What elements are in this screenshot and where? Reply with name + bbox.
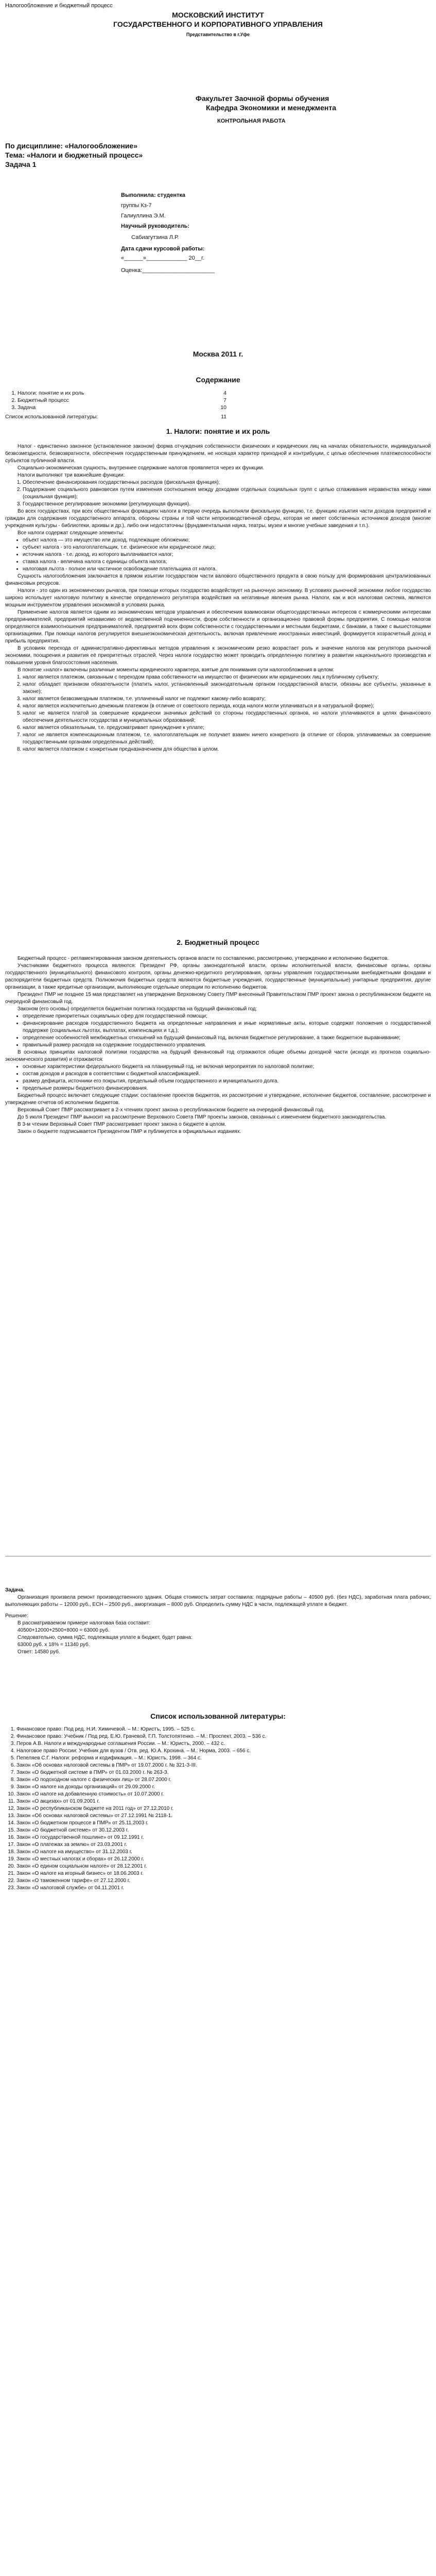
task-label: Задача 1: [5, 160, 37, 168]
paragraph: Бюджетный процесс включает следующие стадии: составление проектов бюджетов, их рассмотрение и утверждение, исполнение бюджетов, составление, рассмотрение и утверждение отчетов об исполнении бюджетов.: [5, 1093, 431, 1106]
reference-item: 18. Закон «О налоге на имущество» от 31.12.2003 г.: [16, 1849, 431, 1855]
section-2-body: [5, 955, 431, 1136]
paragraph: В 3-м чтении Верховный Совет ПМР рассматривает проект закона о бюджете в целом.: [18, 1122, 226, 1127]
reference-item: 14. Закон «О бюджетном процессе в ПМР» от 25.11.2003 г.: [16, 1820, 431, 1826]
list-item: • источник налога - т.е. доход, из которого выплачивается налог;: [23, 551, 431, 558]
paragraph: Законом (его основы) определяется бюджетная политика государства на будущий финансовый год:: [18, 1006, 257, 1012]
reference-item: 6. Закон «Об основах налоговой системы в ПМР» от 19.07.2000 г. № 321-З-III.: [16, 1762, 431, 1769]
faculty-line: Факультет Заочной формы обучения: [196, 94, 329, 103]
header-topline: Налогообложение и бюджетный процесс: [5, 3, 113, 9]
reference-item: 15. Закон «О бюджетной системе» от 30.12.2003 г.: [16, 1827, 431, 1834]
topic-line: Тема: «Налоги и бюджетный процесс»: [5, 151, 143, 159]
reference-item: 8. Закон «О подоходном налоге с физических лиц» от 28.07.2000 г.: [16, 1776, 431, 1783]
list-item: • предельные размеры бюджетного финансирования.: [23, 1085, 431, 1092]
institute-name-1: МОСКОВСКИЙ ИНСТИТУТ: [172, 11, 264, 19]
paragraph: Бюджетный процесс - регламентированная законом деятельность органов власти по составлению, рассмотрению, утверждению и исполнению бюджетов.: [18, 956, 389, 961]
institute-name-2: ГОСУДАРСТВЕННОГО И КОРПОРАТИВНОГО УПРАВЛЕНИЯ: [113, 20, 323, 28]
toc-page-number: 4: [223, 390, 226, 396]
list-item: • основные характеристики федерального бюджета на планируемый год, не включая мероприятия по налоговой политике;: [23, 1063, 431, 1071]
paragraph: В рассматриваемом примере налоговая база составит:: [18, 1620, 151, 1626]
list-item: 3. Государственное регулирование экономики (регулирующая функция).: [23, 501, 431, 508]
list-item: 6. налог является обязательным, т.е. предусматривает принуждение к уплате;: [23, 724, 431, 732]
reference-item: 22. Закон «О таможенном тарифе» от 27.12.2000 г.: [16, 1877, 431, 1884]
list-item: 3. налог является безвозмездным платежом, т.е. уплаченный налог не подлежит какому-либо возврату;: [23, 696, 431, 703]
list-item: • размер дефицита, источники его покрытия, предельный объем государственного и муниципального долга.: [23, 1078, 431, 1085]
paragraph: Верховный Совет ПМР рассматривает в 2-х чтениях проект закона о республиканском бюджете на очередной финансовый год.: [18, 1107, 324, 1113]
formula: 63000 руб. х 18% = 11340 руб.: [18, 1642, 90, 1648]
budget-characteristics-list: [5, 1063, 431, 1092]
reference-item: 12. Закон «О республиканском бюджете на 2011 год» от 27.12.2010 г.: [16, 1805, 431, 1812]
list-item: 2. Поддержание социального равновесия путем изменения соотношения между доходами отдельных социальных групп с целью сглаживания неравенства между ними (социальная функция);: [23, 486, 431, 501]
paragraph: Организация произвела ремонт производственного здания. Общая стоимость затрат составила: подрядные работы – 40500 руб. (без НДС), заработная плата рабочих, выполняющих работы – 12000 руб., ЕСН – 2500 руб., амортизация – 8000 руб. Определить сумму НДС в части, подлежащей уплате в бюджет.: [5, 1595, 431, 1607]
reference-item: 7. Закон «О бюджетной системе в ПМР» от 01.03.2000 г. № 263-З.: [16, 1769, 431, 1776]
list-item: • налоговая льгота - полное или частичное освобождение плательщика от налога.: [23, 566, 431, 573]
section-1-body: [5, 443, 431, 753]
toc-page-number: 10: [220, 404, 226, 411]
toc-item[interactable]: 2. Бюджетный процесс 7: [18, 397, 226, 404]
paragraph: Закон о бюджете подписывается Президентом ПМР и публикуется в официальных изданиях.: [18, 1129, 241, 1134]
paragraph: В основных принципах налоговой политики государства на будущий финансовый год отражаются общие объемы доходной части (исходя из прогноза социально-экономического развития) и отражаются:: [5, 1049, 431, 1062]
paragraph: Участниками бюджетного процесса являются: Президент РФ, органы законодательной власти, органы исполнительной власти, финансовые органы, органы государственного (муниципального) финансового контроля, органы денежно-кредитного регулирования, органы управления государственными внебюджетными фондами и распорядители бюджетных средств. Полномочия бюджетных средств являются бюджетные учреждения, государственные (муниципальные) унитарные предприятия, другие организации, а также кредитные организации, выполняющие отдельные операции по исполнению бюджетов.: [5, 963, 431, 990]
student-name: Галиуллина Э.М.: [121, 213, 166, 219]
grade-blank: Оценка:_______________________: [121, 267, 215, 274]
task-title: Задача.: [5, 1587, 25, 1593]
list-item: 5. налог не является платой за совершение юридически значимых действий со стороны государственных органов, но налоги уплачиваются в целях финансового обеспечения деятельности государства и муниципальных образований;: [23, 710, 431, 724]
paragraph: До 5 июля Президент ПМР выносит на рассмотрение Верховного Совета ПМР проекты законов, связанных с изменением бюджетного законодательства.: [18, 1114, 387, 1120]
branch-name: Представительство в г.Уфе: [186, 32, 250, 37]
reference-item: 21. Закон «О налоге на игорный бизнес» от 18.06.2003 г.: [16, 1870, 431, 1877]
supervisor-name: Сабиагутзина Л.Р.: [131, 234, 179, 241]
discipline-line: По дисциплине: «Налогообложение»: [5, 142, 137, 150]
list-item: • определение приоритетных социальных сфер для государственной помощи;: [23, 1013, 431, 1020]
contents-title: Содержание: [196, 376, 240, 384]
toc-item[interactable]: 3. Задача 10: [18, 404, 226, 411]
reference-item: 17. Закон «О платежах за землю» от 23.03.2001 г.: [16, 1841, 431, 1848]
paragraph: В понятие «налог» включены различные моменты юридического характера, взятые для понимания сути налогообложения в целом:: [18, 667, 335, 673]
reference-item: 5. Пепеляев С.Г. Налоги: реформа и кодификация. – М.: Юристъ, 1998. – 364 с.: [16, 1755, 431, 1761]
references-list: [5, 1726, 431, 1892]
list-item: 4. налог является исключительно денежным платежом (в отличие от советского периода, когда налоги могли уплачиваться и в натуральной форме);: [23, 703, 431, 710]
reference-item: 23. Закон «О налоговой службе» от 04.11.2001 г.: [16, 1885, 431, 1891]
city-year: Москва 2011 г.: [193, 350, 243, 358]
list-item: 1. налог является платежом, связанным с переходом права собственности на имущество от физических или юридических лиц к публичному субъекту;: [23, 674, 431, 681]
budget-policy-list: [5, 1013, 431, 1049]
paragraph: Налог - единственно законное (установленное законом) форма отчуждения собственности физических и юридических лиц на началах обязательности, индивидуальной безвозмездности, безвозвратности, обеспечения государственным принуждением, не носящая характер приходной и контрибуции, с целью обеспечения платежеспособности субъектов публичной власти.: [5, 444, 431, 464]
list-item: • определение особенностей межбюджетных отношений на будущий финансовый год, включая бюджетное регулирование, а также бюджетное выравнивание;: [23, 1035, 431, 1042]
reference-item: 9. Закон «О налоге на доходы организаций» от 29.09.2000 г.: [16, 1784, 431, 1790]
list-item: 8. налог является платежом с конкретным предназначением для общества в целом.: [23, 746, 431, 753]
submission-date-label: Дата сдачи курсовой работы:: [121, 246, 205, 252]
answer: Ответ: 14580 руб.: [18, 1649, 60, 1655]
reference-item: 1. Финансовое право: Под ред. Н.И. Химичевой. – М.: Юристъ, 1995. – 525 с.: [16, 1726, 431, 1733]
reference-item: 16. Закон «О государственной пошлине» от 09.12.1991 г.: [16, 1834, 431, 1841]
department-line: Кафедра Экономики и менеджмента: [206, 104, 337, 112]
paragraph: Социально-экономическая сущность, внутреннее содержание налогов проявляется через их функции.: [18, 465, 265, 471]
toc-page-number: 11: [221, 414, 226, 420]
solution-label: Решение:: [5, 1613, 28, 1619]
reference-item: 10. Закон «О налоге на добавленную стоимость» от 10.07.2000 г.: [16, 1791, 431, 1798]
paragraph: Следовательно, сумма НДС, подлежащая уплате в бюджет, будет равна:: [18, 1635, 193, 1640]
list-item: • субъект налога - это налогоплательщик, т.е. физическое или юридическое лицо;: [23, 544, 431, 551]
reference-item: 20. Закон «О едином социальном налоге» от 28.12.2001 г.: [16, 1863, 431, 1870]
elements-list: [5, 537, 431, 573]
group-label: группы Кз-7: [121, 202, 152, 209]
paragraph: Применение налогов является одним из экономических методов управления и обеспечения взаимосвязи общегосударственных интересов с коммерческими интересами предпринимателей, предприятий независимо от ведомственной подчиненности, форм собственности и организационно правовой формы предприятия. С помощью налогов определяются взаимоотношения предпринимателей, предприятий всех форм собственности с государственными и местными бюджетами, с банками, а также с вышестоящими организациями. При помощи налогов регулируется внешнеэкономическая деятельность, включая привлечение иностранных инвестиций, формируется хозрасчетный доход и прибыль предприятия.: [5, 609, 431, 644]
tax-features-list: [5, 674, 431, 753]
reference-item: 13. Закон «Об основах налоговой системы» от 27.12.1991 № 2118-1.: [16, 1812, 431, 1819]
reference-item: 4. Налоговое право России: Учебник для вузов / Отв. ред. Ю.А. Крохина. – М.: Норма, 2003. – 656 с.: [16, 1748, 431, 1754]
paragraph: Налоги выполняют три важнейшие функции:: [18, 472, 125, 478]
reference-item: 11. Закон «О акцизах» от 01.09.2001 г.: [16, 1798, 431, 1805]
section-1-title: 1. Налоги: понятие и их роль: [166, 427, 270, 435]
paragraph: Все налоги содержат следующие элементы:: [18, 530, 124, 536]
section-2-title: 2. Бюджетный процесс: [177, 938, 259, 946]
list-item: • ставка налога - величина налога с единицы объекта налога;: [23, 558, 431, 566]
references-title: Список использованной литературы:: [150, 1712, 286, 1720]
reference-item: 19. Закон «О местных налогах и сборах» от 26.12.2000 г.: [16, 1856, 431, 1862]
list-item: • объект налога — это имущество или доход, подлежащие обложению;: [23, 537, 431, 544]
reference-item: 3. Перов А.В. Налоги и международные соглашения России. – М.: Юристъ, 2000. – 432 с.: [16, 1740, 431, 1747]
list-item: • финансирование расходов государственного бюджета на определенные направления и иные нормативные акты, которые содержат положения о государственной поддержке (социальных льготах, выплатах, компенсациях и т.д.);: [23, 1020, 431, 1035]
toc-page-number: 7: [223, 397, 226, 403]
paragraph: Президент ПМР не позднее 15 мая представляет на утверждение Верховному Совету ПМР внесенный Правительством ПМР проект закона о республиканском бюджете на очередной финансовый год.: [5, 992, 431, 1005]
list-item: • правильный размер расходов на содержание государственного управления.: [23, 1042, 431, 1049]
task-body: [5, 1587, 431, 1656]
toc-item[interactable]: 1. Налоги: понятие и их роль 4: [18, 389, 226, 397]
list-item: 2. налог обладает признаком обязательности (платить налог, установленный законодательным органом государственной власти, обязаны все субъекты, указанные в законе);: [23, 681, 431, 696]
reference-item: 2. Финансовое право: Учебник / Под ред. Е.Ю. Грачевой, Г.П. Толстопятенко. – М.: Проспект, 2003. – 536 с.: [16, 1733, 431, 1740]
paragraph: В условиях перехода от административно-директивных методов управления к экономическим резко возрастает роль и значение налогов как регулятора рыночной экономики, поощрения и развития её приоритетных отраслей. Через налоги государство может проводить определенную политику в развитии национального производства и повышении уровня благосостояния населения.: [5, 646, 431, 666]
performed-by-label: Выполнила: студентка: [121, 192, 186, 198]
paragraph: Налоги - это один из экономических рычагов, при помощи которых государство воздействует на рыночную экономику. В условиях рыночной экономики любое государство широко использует налоговую политику в качестве определенного регулятора воздействия на негативные явления рынка. Налоги, как и вся налоговая система, являются мощным инструментом управления экономикой в условиях рынка.: [5, 588, 431, 608]
list-item: • состав доходов и расходов в соответствии с бюджетной классификацией.: [23, 1071, 431, 1078]
submission-date-blank: «______»_____________ 20__г.: [121, 255, 204, 261]
list-item: 1. Обеспечение финансирования государственных расходов (фискальная функция);: [23, 479, 431, 486]
paragraph: Сущность налогообложения заключается в прямом изъятии государством части валового общественного продукта в свою пользу для формирования централизованных финансовых ресурсов.: [5, 573, 431, 586]
list-item: 7. налог не является компенсационным платежом, т.е. налогоплательщик не получает взамен ничего конкретного (в отличие от сборов, уплачиваемых за совершение государственными органами определенных действий);: [23, 732, 431, 746]
work-type: КОНТРОЛЬНАЯ РАБОТА: [217, 118, 286, 124]
paragraph: Во всех государствах, при всех общественных формациях налоги в первую очередь выполняли фискальную функцию, т.е. функцию изъятия части доходов предприятий и граждан для содержания государственного аппарата, обороны страны и той части непроизводственной сферы, которая не имеет собственных источников доходов (многие учреждения культуры - библиотеки, архивы и др.), либо они недостаточны (фундаментальная наука, театры, музеи и многие учебные заведения и т.п.).: [5, 509, 431, 529]
formula: 40500+12000+2500+8000 = 63000 руб.: [18, 1628, 110, 1633]
table-of-contents: [5, 389, 226, 420]
supervisor-label: Научный руководитель:: [121, 223, 190, 229]
toc-item-references[interactable]: Список использованной литературы: 11: [5, 414, 226, 420]
functions-list: [5, 479, 431, 508]
